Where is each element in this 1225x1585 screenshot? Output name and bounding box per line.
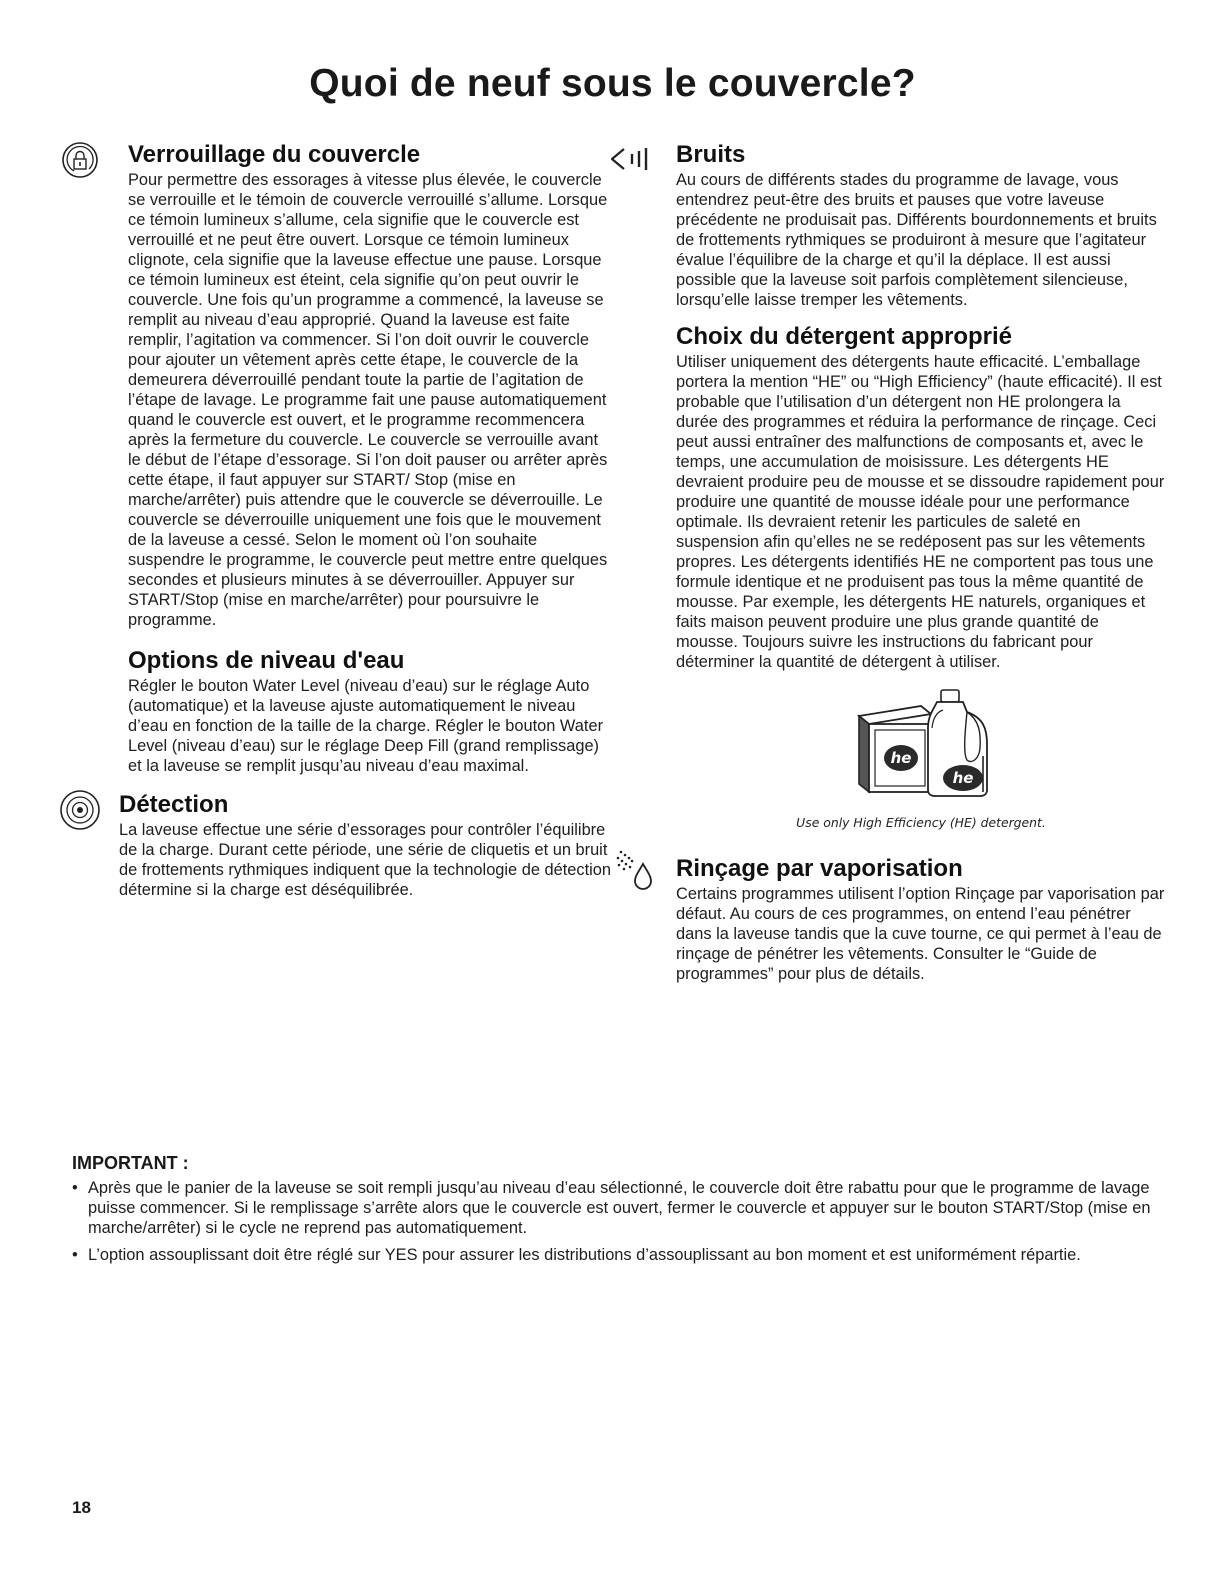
sounds-heading: Bruits <box>676 141 746 168</box>
he-logo-bottle: he <box>952 769 974 787</box>
page-number: 18 <box>72 1498 91 1517</box>
spray-rinse-heading: Rinçage par vaporisation <box>676 855 963 882</box>
spray-rinse-text: Certains programmes utilisent l’option Rinçage par vaporisation par défaut. Au cours de ces programmes, on entend l’eau pénétrer dans la laveuse tandis que la cuve tourne, ce qui permet à l’eau de rinçage de pénétrer les vêtements. Consulter le “Guide de programmes” pour plus de détails. <box>676 885 1165 983</box>
lock-icon <box>60 140 100 185</box>
section-detection <box>72 790 612 900</box>
detection-text: La laveuse effectue une série d’essorages pour contrôler l’équilibre de la charge. Durant cette période, une série de cliquetis et un bruit de frottements rythmiques indiquent que la technologie de détection détermine si la charge est déséquilibrée. <box>119 821 612 899</box>
lid-lock-text: Pour permettre des essorages à vitesse plus élevée, le couvercle se verrouille et le témoin de couvercle verrouillé s’allume. Lorsque ce témoin lumineux s’allume, cela signifie que le couvercle est verrouillé et ne peut être ouvert. Lorsque ce témoin lumineux clignote, cela signifie que la laveuse effectue une pause. Lorsque ce témoin lumineux est éteint, cela signifie qu’on peut ouvrir le couvercle. Une fois qu’un programme a commencé, la laveuse se remplit au niveau d’eau approprié. Quand la laveuse est faite remplir, l’agitation va commencer. Si l’on doit ouvrir le couvercle pour ajouter un vêtement après cette étape, le couvercle de la demeurera déverrouillé pendant toute la partie de l’agitation de l’étape de lavage. Le programme fait une pause automatiquement quand le couvercle est ouvert, et le programme recommencera après la fermeture du couvercle. Le couvercle se verrouille avant le début de l’étape d’essorage. Si l’on doit pauser ou arrêter après cette étape, il faut appuyer sur START/ Stop (mise en marche/arrêter) puis attendre que le couvercle se déverrouille. Le couvercle se déverrouille uniquement une fois que le mouvement de la laveuse a cessé. Selon le moment où l’on souhaite suspendre le programme, le couvercle peut mettre entre quelques secondes et plusieurs minutes à se déverrouiller. Appuyer sur START/Stop (mise en marche/arrêter) pour poursuivre le programme. <box>128 171 608 629</box>
bullet: • <box>72 1246 78 1264</box>
detergent-text: Utiliser uniquement des détergents haute efficacité. L’emballage portera la mention “HE” ou “High Efficiency” (haute efficacité). Il est probable que l’utilisation d’un détergent non HE prolongera la durée des programmes et réduira la performance de rinçage. Ceci peut aussi entraîner des malfunctions de composants et, avec le temps, une accumulation de moisissure. Les détergents HE devraient produire peu de mousse et se dissoudre rapidement pour produire une quantité de mousse idéale pour une performance optimale. Ils devraient retenir les particules de saleté en suspension afin qu’elles ne se redéposent pas sur les vêtements propres. Les détergents identifiés HE ne comportent pas tous une formule identique et ne produisent pas tous la même quantité de mousse. Par exemple, les détergents HE naturels, organiques et faits maison peuvent produire une plus grande quantité de mousse. Toujours suivre les instructions du fabricant pour déterminer la quantité de détergent à utiliser. <box>676 353 1165 671</box>
water-level-text: Régler le bouton Water Level (niveau d’eau) sur le réglage Auto (automatique) et la laveuse ajuste automatiquement le niveau d’eau en fonction de la taille de la charge. Régler le bouton Water Level (niveau d’eau) sur le réglage Deep Fill (grand remplissage) et la laveuse se remplit jusqu’au niveau d’eau maximal. <box>128 677 604 775</box>
he-detergent-box-bottle-icon <box>841 688 1001 800</box>
bullet: • <box>72 1179 78 1197</box>
water-level-heading: Options de niveau d'eau <box>128 647 405 674</box>
important-item-text: L’option assouplissant doit être réglé sur YES pour assurer les distributions d’assouplissant au bon moment et est uniformément répartie. <box>88 1246 1081 1264</box>
page-title: Quoi de neuf sous le couvercle? <box>309 62 916 105</box>
section-water-level <box>72 646 612 776</box>
section-spray-rinse <box>605 854 1165 984</box>
list-item <box>72 1245 1152 1265</box>
detergent-heading: Choix du détergent approprié <box>676 323 1013 350</box>
important-item-text: Après que le panier de la laveuse se soit rempli jusqu’au niveau d’eau sélectionné, le couvercle doit être rabattu pour que le programme de lavage puisse commencer. Si le remplissage s’arrête alors que le couvercle est ouvert, fermer le couvercle et appuyer sur le bouton START/Stop (mise en marche/arrêter) si le cycle ne reprend pas automatiquement. <box>88 1179 1151 1237</box>
section-detergent <box>605 322 1165 830</box>
detergent-figure <box>676 688 1166 830</box>
speaker-sound-icon <box>608 146 658 177</box>
section-lid-lock <box>72 140 612 630</box>
sensing-target-icon <box>58 788 102 837</box>
left-column <box>72 140 612 900</box>
lid-lock-heading: Verrouillage du couvercle <box>128 141 421 168</box>
right-column <box>605 140 1165 984</box>
spray-droplet-icon <box>615 848 657 897</box>
important-notes <box>72 1153 1152 1272</box>
list-item <box>72 1178 1152 1238</box>
important-list <box>72 1178 1152 1265</box>
he-logo-box: he <box>890 749 912 767</box>
detergent-caption: Use only High Efficiency (HE) detergent. <box>796 815 1046 830</box>
section-sounds <box>605 140 1165 310</box>
detection-heading: Détection <box>119 791 229 818</box>
important-heading: IMPORTANT : <box>72 1153 189 1173</box>
sounds-text: Au cours de différents stades du programme de lavage, vous entendrez peut-être des bruits et pauses que votre laveuse précédente ne produisait pas. Différents bourdonnements et bruits de frottements rythmiques se produiront à mesure que l’agitateur évalue l’équilibre de la charge et qu’il la déplace. Il est aussi possible que la laveuse soit parfois complètement silencieuse, lorsqu’elle laisse tremper les vêtements. <box>676 171 1157 309</box>
